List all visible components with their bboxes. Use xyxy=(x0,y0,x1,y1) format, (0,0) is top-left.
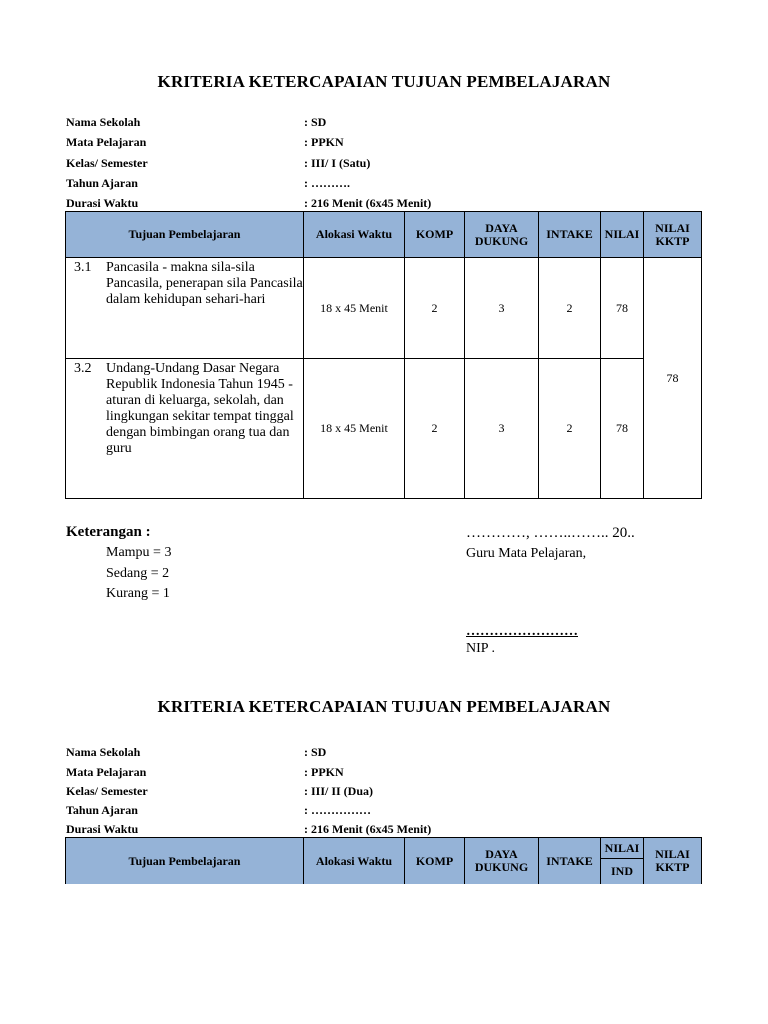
intake-cell: 2 xyxy=(539,258,601,359)
info-value-year: : …………… xyxy=(304,803,371,817)
komp-cell: 2 xyxy=(405,359,465,499)
keterangan-title: Keterangan : xyxy=(66,524,151,540)
signature-name-line: …………………… xyxy=(466,624,578,639)
header-nilai: NILAI xyxy=(601,212,644,258)
info-value-subject: : PPKN xyxy=(304,135,344,149)
info-label-duration: Durasi Waktu xyxy=(66,196,139,210)
header-alokasi: Alokasi Waktu xyxy=(304,838,405,885)
info-value-school: : SD xyxy=(304,115,327,129)
signature-date: …………, ……..…….. 20.. xyxy=(466,525,635,541)
info-label-subject: Mata Pelajaran xyxy=(66,765,147,779)
info-label-duration: Durasi Waktu xyxy=(66,822,139,836)
intake-cell: 2 xyxy=(539,359,601,499)
page-title-2: KRITERIA KETERCAPAIAN TUJUAN PEMBELAJARAN xyxy=(157,697,611,716)
header-nilai-ind: IND xyxy=(601,859,644,885)
info-value-year: : ………. xyxy=(304,176,350,190)
table-header-row xyxy=(66,212,702,258)
keterangan-item: Sedang = 2 xyxy=(106,566,170,581)
tp-text: Undang-Undang Dasar Negara Republik Indonesia Tahun 1945 - aturan di keluarga, sekolah, dan lingkungan sekitar tempat tinggal dengan bimbingan orang tua dan guru xyxy=(106,361,294,456)
info-label-year: Tahun Ajaran xyxy=(66,176,138,190)
header-komp: KOMP xyxy=(405,838,465,885)
daya-cell: 3 xyxy=(465,258,539,359)
info-value-class: : III/ II (Dua) xyxy=(304,784,374,798)
kktp-cell: 78 xyxy=(644,258,702,499)
header-intake: INTAKE xyxy=(539,838,601,885)
info-label-year: Tahun Ajaran xyxy=(66,803,138,817)
signature-nip: NIP . xyxy=(466,641,496,656)
tp-cell xyxy=(66,359,304,499)
info-value-subject: : PPKN xyxy=(304,765,344,779)
header-nilai-kktp: NILAI KKTP xyxy=(644,212,702,258)
alokasi-cell: 18 x 45 Menit xyxy=(304,359,405,499)
page-cutoff xyxy=(0,884,768,1024)
header-nilai: NILAI xyxy=(601,838,644,859)
header-alokasi: Alokasi Waktu xyxy=(304,212,405,258)
info-label-subject: Mata Pelajaran xyxy=(66,135,147,149)
info-label-school: Nama Sekolah xyxy=(66,745,141,759)
info-value-duration: : 216 Menit (6x45 Menit) xyxy=(304,196,432,210)
info-label-class: Kelas/ Semester xyxy=(66,784,148,798)
komp-cell: 2 xyxy=(405,258,465,359)
info-value-school: : SD xyxy=(304,745,327,759)
info-label-class: Kelas/ Semester xyxy=(66,156,148,170)
table-row xyxy=(66,359,702,499)
info-value-class: : III/ I (Satu) xyxy=(304,156,371,170)
header-daya-dukung: DAYA DUKUNG xyxy=(465,212,539,258)
header-tujuan: Tujuan Pembelajaran xyxy=(66,212,304,258)
info-label-school: Nama Sekolah xyxy=(66,115,141,129)
header-intake: INTAKE xyxy=(539,212,601,258)
nilai-cell: 78 xyxy=(601,258,644,359)
table-header-row xyxy=(66,838,702,859)
tp-code: 3.1 xyxy=(74,260,92,275)
signature-role: Guru Mata Pelajaran, xyxy=(466,546,587,561)
table-row xyxy=(66,258,702,359)
keterangan-item: Kurang = 1 xyxy=(106,586,170,601)
info-value-duration: : 216 Menit (6x45 Menit) xyxy=(304,822,432,836)
tp-text: Pancasila - makna sila-sila Pancasila, penerapan sila Pancasila dalam kehidupan sehari-hari xyxy=(106,260,303,307)
header-nilai-kktp: NILAI KKTP xyxy=(644,838,702,885)
nilai-cell: 78 xyxy=(601,359,644,499)
tp-cell xyxy=(66,258,304,359)
header-daya-dukung: DAYA DUKUNG xyxy=(465,838,539,885)
kktp-table xyxy=(65,211,702,499)
header-komp: KOMP xyxy=(405,212,465,258)
tp-code: 3.2 xyxy=(74,361,92,376)
alokasi-cell: 18 x 45 Menit xyxy=(304,258,405,359)
page-title: KRITERIA KETERCAPAIAN TUJUAN PEMBELAJARAN xyxy=(157,72,611,91)
header-tujuan: Tujuan Pembelajaran xyxy=(66,838,304,885)
daya-cell: 3 xyxy=(465,359,539,499)
keterangan-item: Mampu = 3 xyxy=(106,545,172,560)
